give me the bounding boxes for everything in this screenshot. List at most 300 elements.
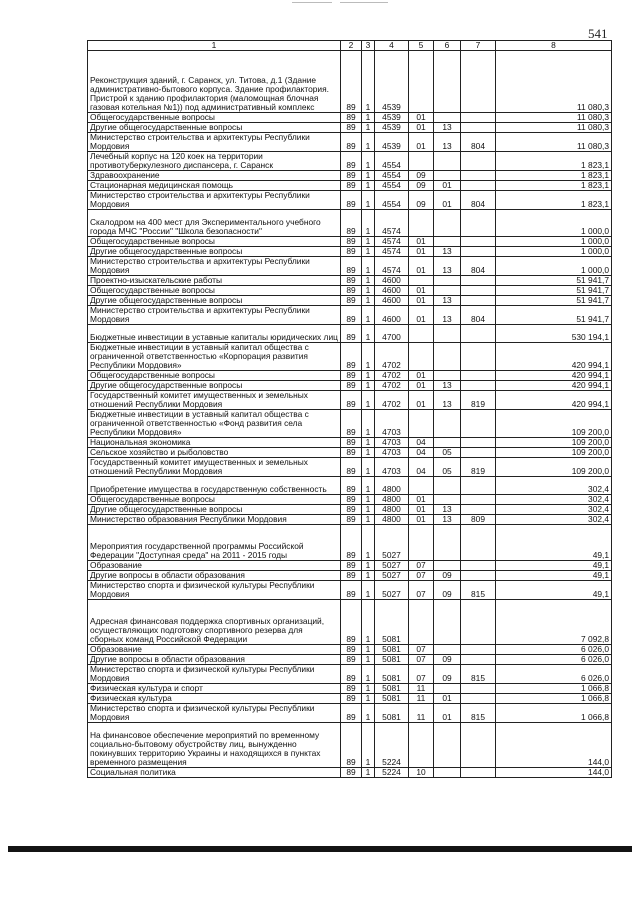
cell-name: Бюджетные инвестиции в уставный капитал общества с ограниченной ответственностью «Фонд развития села Республики Мордовия» <box>88 410 341 438</box>
cell-name: Министерство строительства и архитектуры Республики Мордовия <box>88 257 341 276</box>
cell-amount: 6 026,0 <box>496 655 612 665</box>
cell-col4: 4700 <box>375 325 409 343</box>
cell-col4: 4574 <box>375 210 409 237</box>
column-header: 1 <box>88 41 341 51</box>
table-row <box>88 296 612 306</box>
cell-col4: 4800 <box>375 495 409 505</box>
cell-col6 <box>434 477 461 495</box>
cell-col3: 1 <box>362 581 375 600</box>
cell-col3: 1 <box>362 343 375 371</box>
column-header: 3 <box>362 41 375 51</box>
header-row <box>88 41 612 51</box>
cell-name: Здравоохранение <box>88 171 341 181</box>
cell-col2: 89 <box>341 684 362 694</box>
cell-col6: 09 <box>434 665 461 684</box>
cell-col2: 89 <box>341 133 362 152</box>
cell-name: Другие вопросы в области образования <box>88 571 341 581</box>
cell-amount: 302,4 <box>496 515 612 525</box>
cell-col7 <box>461 210 496 237</box>
cell-col6 <box>434 525 461 561</box>
cell-col4: 4702 <box>375 343 409 371</box>
cell-col6 <box>434 645 461 655</box>
cell-col2: 89 <box>341 438 362 448</box>
cell-col7 <box>461 51 496 113</box>
cell-name: Другие общегосударственные вопросы <box>88 123 341 133</box>
cell-col6: 13 <box>434 123 461 133</box>
cell-col3: 1 <box>362 296 375 306</box>
cell-name: Министерство строительства и архитектуры Республики Мордовия <box>88 191 341 210</box>
cell-col6 <box>434 237 461 247</box>
cell-col7: 819 <box>461 391 496 410</box>
cell-col2: 89 <box>341 525 362 561</box>
cell-name: Национальная экономика <box>88 438 341 448</box>
cell-col6: 01 <box>434 694 461 704</box>
cell-col6: 13 <box>434 515 461 525</box>
cell-col6 <box>434 723 461 768</box>
cell-col4: 4600 <box>375 296 409 306</box>
table-row <box>88 665 612 684</box>
cell-amount: 49,1 <box>496 571 612 581</box>
cell-col5: 04 <box>409 438 434 448</box>
cell-col7 <box>461 381 496 391</box>
cell-name: Лечебный корпус на 120 коек на территории противотуберкулезного диспансера, г. Саранск <box>88 152 341 171</box>
cell-col5 <box>409 210 434 237</box>
cell-col7 <box>461 343 496 371</box>
cell-col7: 815 <box>461 665 496 684</box>
table-row <box>88 525 612 561</box>
cell-col6 <box>434 286 461 296</box>
cell-col4: 4574 <box>375 237 409 247</box>
cell-col5: 01 <box>409 133 434 152</box>
cell-amount: 49,1 <box>496 581 612 600</box>
scan-mark <box>340 2 388 3</box>
cell-col7 <box>461 123 496 133</box>
cell-col5: 01 <box>409 296 434 306</box>
cell-name: Министерство спорта и физической культуры Республики Мордовия <box>88 704 341 723</box>
column-header: 7 <box>461 41 496 51</box>
cell-col7 <box>461 247 496 257</box>
table-row <box>88 581 612 600</box>
cell-name: Другие общегосударственные вопросы <box>88 296 341 306</box>
cell-col2: 89 <box>341 723 362 768</box>
table-row <box>88 561 612 571</box>
cell-col6: 13 <box>434 247 461 257</box>
cell-col5: 01 <box>409 391 434 410</box>
cell-col7: 804 <box>461 306 496 325</box>
cell-col3: 1 <box>362 665 375 684</box>
cell-name: Министерство строительства и архитектуры Республики Мордовия <box>88 133 341 152</box>
cell-col5 <box>409 477 434 495</box>
cell-col4: 4554 <box>375 171 409 181</box>
cell-amount: 530 194,1 <box>496 325 612 343</box>
cell-col2: 89 <box>341 171 362 181</box>
cell-col6: 13 <box>434 391 461 410</box>
table-row <box>88 325 612 343</box>
cell-name: Физическая культура и спорт <box>88 684 341 694</box>
cell-col2: 89 <box>341 296 362 306</box>
cell-col4: 5224 <box>375 723 409 768</box>
cell-col6: 05 <box>434 458 461 477</box>
cell-name: Стационарная медицинская помощь <box>88 181 341 191</box>
cell-name: Сельское хозяйство и рыболовство <box>88 448 341 458</box>
cell-col6 <box>434 325 461 343</box>
cell-col3: 1 <box>362 438 375 448</box>
cell-col7: 804 <box>461 257 496 276</box>
column-header: 2 <box>341 41 362 51</box>
cell-amount: 51 941,7 <box>496 286 612 296</box>
table-row <box>88 191 612 210</box>
cell-col6: 01 <box>434 191 461 210</box>
cell-amount: 109 200,0 <box>496 458 612 477</box>
table-row <box>88 391 612 410</box>
cell-col4: 5027 <box>375 581 409 600</box>
cell-name: Другие общегосударственные вопросы <box>88 247 341 257</box>
cell-col2: 89 <box>341 655 362 665</box>
cell-col2: 89 <box>341 391 362 410</box>
cell-col2: 89 <box>341 477 362 495</box>
cell-amount: 302,4 <box>496 495 612 505</box>
cell-col3: 1 <box>362 655 375 665</box>
cell-col3: 1 <box>362 525 375 561</box>
cell-amount: 144,0 <box>496 768 612 778</box>
table-row <box>88 237 612 247</box>
cell-col5: 09 <box>409 191 434 210</box>
cell-col6 <box>434 276 461 286</box>
cell-col5: 01 <box>409 257 434 276</box>
cell-amount: 302,4 <box>496 477 612 495</box>
cell-col7 <box>461 448 496 458</box>
cell-col3: 1 <box>362 571 375 581</box>
cell-amount: 11 080,3 <box>496 113 612 123</box>
cell-col5: 01 <box>409 495 434 505</box>
cell-col4: 4800 <box>375 477 409 495</box>
cell-amount: 109 200,0 <box>496 438 612 448</box>
table-row <box>88 645 612 655</box>
cell-col5: 07 <box>409 645 434 655</box>
cell-col7 <box>461 694 496 704</box>
cell-col2: 89 <box>341 325 362 343</box>
cell-col7: 819 <box>461 458 496 477</box>
cell-col2: 89 <box>341 381 362 391</box>
cell-amount: 420 994,1 <box>496 371 612 381</box>
cell-amount: 109 200,0 <box>496 448 612 458</box>
cell-col2: 89 <box>341 505 362 515</box>
cell-col5: 01 <box>409 371 434 381</box>
cell-col4: 5081 <box>375 655 409 665</box>
cell-amount: 1 000,0 <box>496 210 612 237</box>
cell-col2: 89 <box>341 371 362 381</box>
cell-col6: 13 <box>434 381 461 391</box>
cell-name: Физическая культура <box>88 694 341 704</box>
table-row <box>88 458 612 477</box>
table-row <box>88 477 612 495</box>
cell-col4: 5027 <box>375 571 409 581</box>
cell-col5 <box>409 600 434 645</box>
cell-col7 <box>461 325 496 343</box>
cell-amount: 144,0 <box>496 723 612 768</box>
cell-name: Государственный комитет имущественных и земельных отношений Республики Мордовия <box>88 391 341 410</box>
cell-col4: 5081 <box>375 665 409 684</box>
cell-col6: 13 <box>434 257 461 276</box>
cell-col2: 89 <box>341 286 362 296</box>
cell-col4: 5081 <box>375 694 409 704</box>
table-row <box>88 371 612 381</box>
cell-col4: 4800 <box>375 505 409 515</box>
cell-col2: 89 <box>341 210 362 237</box>
table-row <box>88 133 612 152</box>
cell-col4: 5027 <box>375 561 409 571</box>
table-row <box>88 571 612 581</box>
table-row <box>88 343 612 371</box>
cell-col4: 4703 <box>375 458 409 477</box>
cell-col3: 1 <box>362 286 375 296</box>
cell-col2: 89 <box>341 181 362 191</box>
column-header: 5 <box>409 41 434 51</box>
cell-col3: 1 <box>362 133 375 152</box>
cell-name: Министерство строительства и архитектуры Республики Мордовия <box>88 306 341 325</box>
cell-col6 <box>434 495 461 505</box>
cell-col2: 89 <box>341 410 362 438</box>
table-row <box>88 448 612 458</box>
cell-amount: 51 941,7 <box>496 276 612 286</box>
cell-col6: 13 <box>434 505 461 515</box>
cell-col5: 07 <box>409 655 434 665</box>
cell-col2: 89 <box>341 458 362 477</box>
cell-name: Другие общегосударственные вопросы <box>88 381 341 391</box>
table-row <box>88 257 612 276</box>
table-row <box>88 694 612 704</box>
cell-col2: 89 <box>341 704 362 723</box>
cell-col3: 1 <box>362 181 375 191</box>
cell-col5: 10 <box>409 768 434 778</box>
cell-col4: 4703 <box>375 410 409 438</box>
table-row <box>88 704 612 723</box>
cell-col6: 09 <box>434 571 461 581</box>
cell-col7 <box>461 237 496 247</box>
cell-col5: 04 <box>409 458 434 477</box>
table-row <box>88 768 612 778</box>
cell-col6 <box>434 371 461 381</box>
cell-col7 <box>461 113 496 123</box>
cell-name: Социальная политика <box>88 768 341 778</box>
cell-col4: 5081 <box>375 645 409 655</box>
cell-col6: 01 <box>434 704 461 723</box>
cell-col6: 01 <box>434 181 461 191</box>
cell-col3: 1 <box>362 247 375 257</box>
cell-col2: 89 <box>341 191 362 210</box>
cell-name: Министерство спорта и физической культуры Республики Мордовия <box>88 581 341 600</box>
cell-col2: 89 <box>341 276 362 286</box>
cell-name: Образование <box>88 561 341 571</box>
cell-name: Другие общегосударственные вопросы <box>88 505 341 515</box>
cell-name: Приобретение имущества в государственную собственность <box>88 477 341 495</box>
cell-col7 <box>461 684 496 694</box>
cell-col4: 4600 <box>375 276 409 286</box>
table-row <box>88 600 612 645</box>
cell-amount: 1 066,8 <box>496 704 612 723</box>
cell-col5 <box>409 723 434 768</box>
cell-col5 <box>409 152 434 171</box>
cell-col2: 89 <box>341 561 362 571</box>
cell-col3: 1 <box>362 391 375 410</box>
cell-col5 <box>409 325 434 343</box>
cell-amount: 302,4 <box>496 505 612 515</box>
cell-col5: 07 <box>409 571 434 581</box>
table-row <box>88 113 612 123</box>
cell-name: Министерство образования Республики Мордовия <box>88 515 341 525</box>
cell-col2: 89 <box>341 581 362 600</box>
cell-col2: 89 <box>341 694 362 704</box>
cell-col7 <box>461 561 496 571</box>
table-row <box>88 306 612 325</box>
cell-col5: 01 <box>409 381 434 391</box>
cell-col2: 89 <box>341 343 362 371</box>
cell-col3: 1 <box>362 51 375 113</box>
cell-col3: 1 <box>362 276 375 286</box>
cell-col5: 07 <box>409 561 434 571</box>
cell-col3: 1 <box>362 237 375 247</box>
cell-name: Мероприятия государственной программы Российской Федерации "Доступная среда" на 2011 - 2015 годы <box>88 525 341 561</box>
cell-amount: 1 000,0 <box>496 257 612 276</box>
cell-col2: 89 <box>341 247 362 257</box>
cell-col3: 1 <box>362 684 375 694</box>
cell-col2: 89 <box>341 571 362 581</box>
cell-col3: 1 <box>362 381 375 391</box>
cell-col4: 4574 <box>375 257 409 276</box>
cell-col6: 09 <box>434 655 461 665</box>
cell-col5: 01 <box>409 113 434 123</box>
cell-col3: 1 <box>362 458 375 477</box>
table-row <box>88 123 612 133</box>
table-row <box>88 723 612 768</box>
cell-col5: 11 <box>409 694 434 704</box>
cell-col7 <box>461 723 496 768</box>
cell-name: Скалодром на 400 мест для Экспериментального учебного города МЧС "России" "Школа безопасности" <box>88 210 341 237</box>
cell-col2: 89 <box>341 768 362 778</box>
cell-col3: 1 <box>362 191 375 210</box>
table-row <box>88 381 612 391</box>
cell-col6: 13 <box>434 133 461 152</box>
cell-col3: 1 <box>362 645 375 655</box>
cell-col6 <box>434 410 461 438</box>
cell-col2: 89 <box>341 51 362 113</box>
cell-col4: 4539 <box>375 51 409 113</box>
cell-amount: 1 823,1 <box>496 191 612 210</box>
cell-col3: 1 <box>362 477 375 495</box>
cell-name: Общегосударственные вопросы <box>88 237 341 247</box>
cell-amount: 420 994,1 <box>496 381 612 391</box>
cell-col7 <box>461 645 496 655</box>
cell-col5: 01 <box>409 515 434 525</box>
scan-mark <box>292 2 332 3</box>
cell-col2: 89 <box>341 306 362 325</box>
cell-col4: 4703 <box>375 448 409 458</box>
cell-amount: 1 000,0 <box>496 247 612 257</box>
cell-col3: 1 <box>362 704 375 723</box>
cell-col6 <box>434 684 461 694</box>
cell-col3: 1 <box>362 505 375 515</box>
cell-col5 <box>409 51 434 113</box>
cell-col7 <box>461 276 496 286</box>
cell-col2: 89 <box>341 665 362 684</box>
cell-col3: 1 <box>362 171 375 181</box>
cell-amount: 420 994,1 <box>496 391 612 410</box>
table-row <box>88 276 612 286</box>
cell-col3: 1 <box>362 600 375 645</box>
cell-col3: 1 <box>362 306 375 325</box>
cell-col5: 01 <box>409 505 434 515</box>
cell-col5: 01 <box>409 247 434 257</box>
cell-amount: 1 823,1 <box>496 152 612 171</box>
cell-col4: 4554 <box>375 181 409 191</box>
table-row <box>88 247 612 257</box>
table-row <box>88 410 612 438</box>
cell-col7 <box>461 371 496 381</box>
cell-col4: 4800 <box>375 515 409 525</box>
cell-col2: 89 <box>341 123 362 133</box>
cell-col6: 13 <box>434 296 461 306</box>
cell-col4: 5027 <box>375 525 409 561</box>
cell-col5: 01 <box>409 123 434 133</box>
page-number: 541 <box>588 26 608 41</box>
cell-col4: 4574 <box>375 247 409 257</box>
cell-col4: 4539 <box>375 123 409 133</box>
cell-col2: 89 <box>341 152 362 171</box>
cell-col4: 4554 <box>375 152 409 171</box>
cell-name: Общегосударственные вопросы <box>88 113 341 123</box>
cell-amount: 109 200,0 <box>496 410 612 438</box>
cell-col7 <box>461 296 496 306</box>
table-row <box>88 181 612 191</box>
cell-col7 <box>461 438 496 448</box>
cell-amount: 1 066,8 <box>496 694 612 704</box>
table-row <box>88 515 612 525</box>
cell-col4: 4554 <box>375 191 409 210</box>
cell-col4: 4702 <box>375 381 409 391</box>
cell-col6: 09 <box>434 581 461 600</box>
cell-name: Адресная финансовая поддержка спортивных организаций, осуществляющих подготовку спортивного резерва для сборных команд Российской Федерации <box>88 600 341 645</box>
cell-col6 <box>434 561 461 571</box>
cell-col6: 13 <box>434 306 461 325</box>
cell-col7: 804 <box>461 191 496 210</box>
cell-col6: 05 <box>434 448 461 458</box>
cell-col7: 815 <box>461 704 496 723</box>
cell-col5: 11 <box>409 684 434 694</box>
table-row <box>88 684 612 694</box>
cell-col4: 5081 <box>375 704 409 723</box>
cell-amount: 51 941,7 <box>496 296 612 306</box>
table-row <box>88 655 612 665</box>
cell-col7 <box>461 477 496 495</box>
cell-col7: 809 <box>461 515 496 525</box>
cell-col4: 4702 <box>375 371 409 381</box>
cell-amount: 1 823,1 <box>496 181 612 191</box>
column-header: 6 <box>434 41 461 51</box>
table-row <box>88 152 612 171</box>
cell-col3: 1 <box>362 371 375 381</box>
cell-amount: 420 994,1 <box>496 343 612 371</box>
cell-col3: 1 <box>362 113 375 123</box>
cell-col7 <box>461 286 496 296</box>
cell-name: Общегосударственные вопросы <box>88 371 341 381</box>
cell-col6 <box>434 768 461 778</box>
cell-col7: 815 <box>461 581 496 600</box>
cell-amount: 6 026,0 <box>496 665 612 684</box>
cell-col3: 1 <box>362 448 375 458</box>
cell-col4: 4539 <box>375 133 409 152</box>
cell-col3: 1 <box>362 123 375 133</box>
cell-amount: 7 092,8 <box>496 600 612 645</box>
